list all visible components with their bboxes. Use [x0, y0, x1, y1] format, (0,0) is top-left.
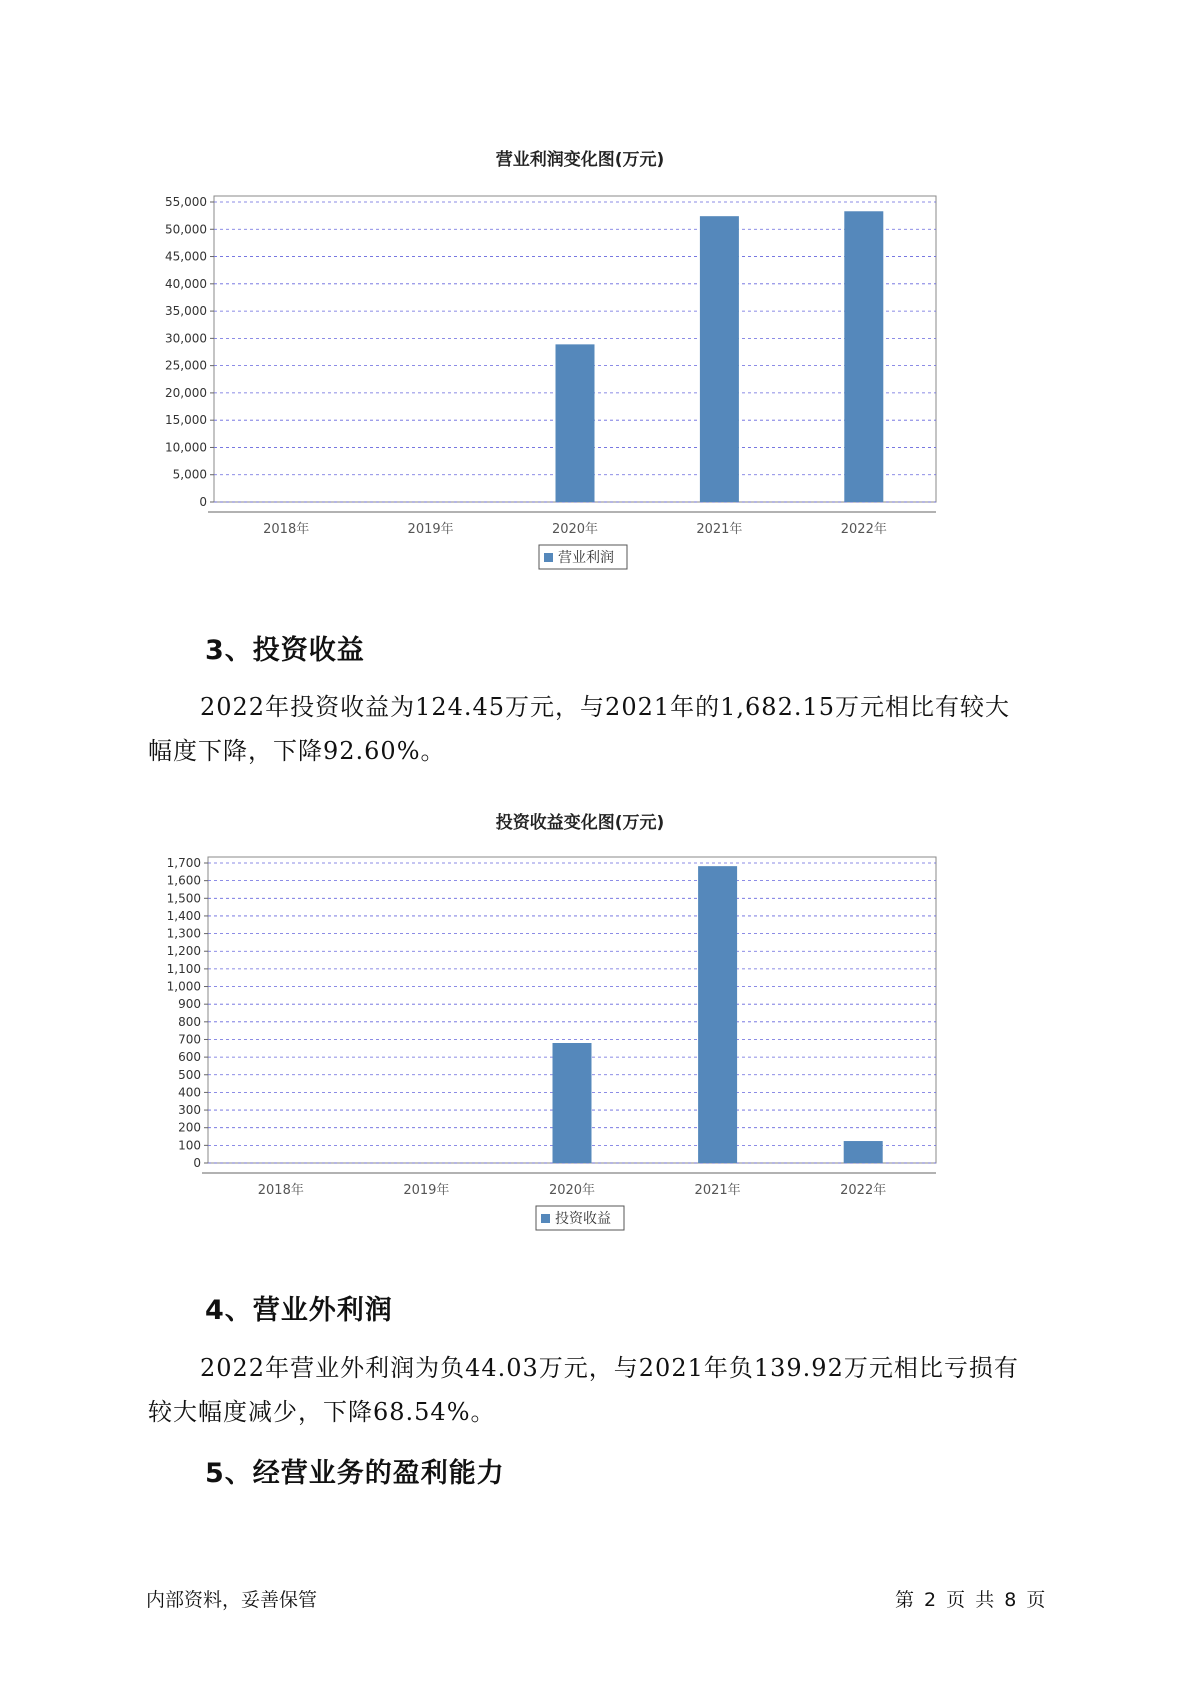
y-tick-label: 30,000 — [165, 331, 207, 346]
y-tick-label: 1,700 — [166, 856, 201, 870]
y-tick-label: 100 — [178, 1138, 201, 1153]
x-tick-label: 2018年 — [257, 1183, 304, 1198]
legend-label: 营业利润 — [558, 550, 614, 566]
y-tick-label: 40,000 — [165, 276, 207, 291]
y-tick-label: 10,000 — [165, 440, 207, 455]
x-tick-label: 2021年 — [696, 522, 743, 537]
y-tick-label: 15,000 — [165, 413, 207, 428]
chart-title: 投资收益变化图(万元) — [495, 813, 665, 833]
bar-2 — [556, 344, 595, 502]
y-tick-label: 400 — [178, 1085, 201, 1100]
section-3-paragraph — [148, 685, 1048, 773]
x-tick-label: 2018年 — [263, 522, 310, 537]
legend-swatch — [544, 553, 553, 562]
y-tick-label: 0 — [193, 1156, 201, 1170]
x-tick-label: 2020年 — [548, 1183, 596, 1198]
y-tick-label: 35,000 — [165, 304, 207, 319]
bar-2 — [553, 1043, 592, 1163]
x-tick-label: 2019年 — [403, 1183, 450, 1198]
section-3-line-2: 幅度下降，下降92.60%。 — [148, 737, 446, 765]
x-tick-label: 2022年 — [840, 522, 887, 537]
y-tick-label: 300 — [178, 1103, 201, 1118]
chart-operating-profit — [130, 140, 1030, 566]
section-4-paragraph — [148, 1346, 1048, 1434]
y-tick-label: 1,100 — [166, 961, 201, 976]
x-tick-label: 2022年 — [840, 1183, 887, 1198]
y-tick-label: 0 — [199, 495, 207, 509]
section-3-heading: 3、投资收益 — [205, 635, 365, 666]
footer-confidential-note: 内部资料，妥善保管 — [146, 1589, 318, 1611]
x-tick-label: 2020年 — [551, 522, 599, 537]
y-tick-label: 500 — [178, 1067, 201, 1082]
x-tick-label: 2019年 — [407, 522, 454, 537]
legend-label: 投资收益 — [555, 1211, 611, 1227]
y-tick-label: 900 — [178, 997, 201, 1012]
bar-3 — [698, 866, 737, 1163]
section-4-heading: 4、营业外利润 — [205, 1295, 393, 1326]
y-tick-label: 800 — [178, 1014, 201, 1029]
y-tick-label: 1,500 — [166, 891, 201, 906]
y-tick-label: 20,000 — [165, 385, 207, 400]
section-3-line-1: 2022年投资收益为124.45万元，与2021年的1,682.15万元相比有较大 — [200, 693, 1011, 721]
chart-title: 营业利润变化图(万元) — [495, 150, 665, 170]
y-tick-label: 1,200 — [166, 944, 201, 959]
x-tick-label: 2021年 — [694, 1183, 741, 1198]
y-tick-label: 45,000 — [165, 249, 207, 264]
section-4-line-1: 2022年营业外利润为负44.03万元，与2021年负139.92万元相比亏损有 — [200, 1354, 1019, 1382]
y-tick-label: 1,000 — [166, 979, 201, 994]
y-tick-label: 50,000 — [165, 222, 207, 237]
y-tick-label: 1,300 — [166, 926, 201, 941]
y-tick-label: 600 — [178, 1050, 201, 1065]
operating-profit-bar-chart — [130, 170, 1030, 570]
bar-3 — [700, 216, 739, 502]
legend-swatch — [541, 1214, 550, 1223]
y-tick-label: 200 — [178, 1120, 201, 1135]
y-tick-label: 1,600 — [166, 873, 201, 888]
y-tick-label: 55,000 — [165, 195, 207, 209]
y-tick-label: 700 — [178, 1032, 201, 1047]
y-tick-label: 5,000 — [172, 467, 207, 482]
section-5-heading: 5、经营业务的盈利能力 — [205, 1458, 505, 1489]
bar-4 — [844, 211, 883, 502]
y-tick-label: 1,400 — [166, 908, 201, 923]
bar-4 — [844, 1141, 883, 1163]
footer-page-number: 第 2 页 共 8 页 — [895, 1589, 1046, 1611]
chart-investment-income — [130, 805, 1030, 1225]
section-4-line-2: 较大幅度减少，下降68.54%。 — [148, 1398, 496, 1426]
investment-income-bar-chart — [130, 833, 1030, 1233]
y-tick-label: 25,000 — [165, 358, 207, 373]
